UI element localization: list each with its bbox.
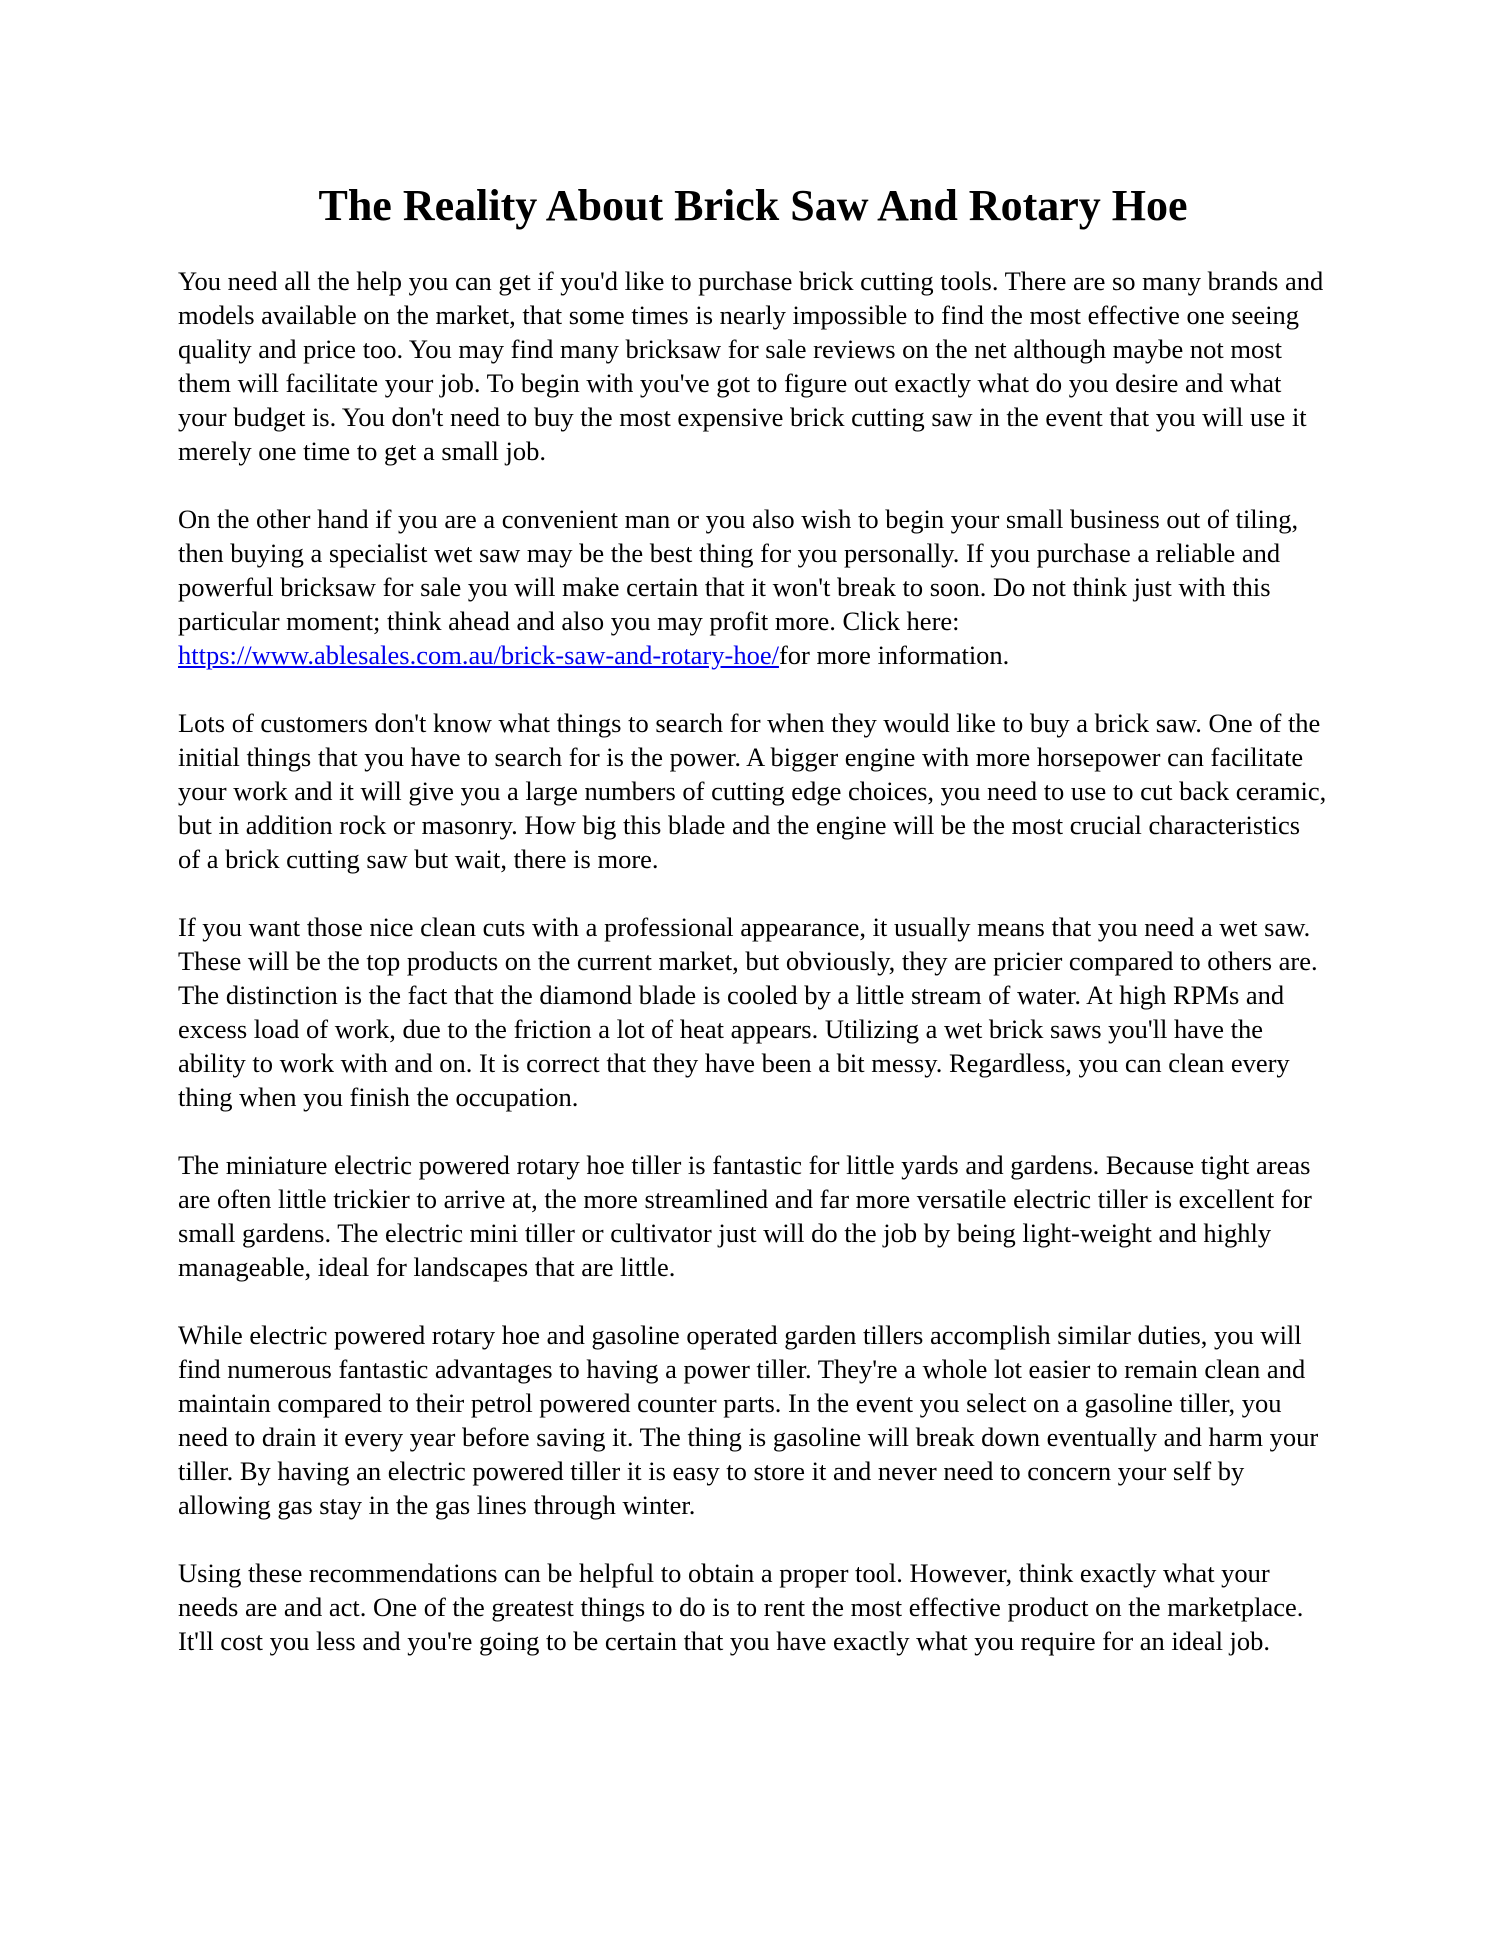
- document-title: The Reality About Brick Saw And Rotary Hoe: [318, 181, 1188, 230]
- paragraph-text: for more information.: [778, 640, 1010, 670]
- paragraph-wet-saw-business: [178, 502, 1328, 672]
- paragraph-electric-tiller: The miniature electric powered rotary hoe tiller is fantastic for little yards and gardens. Because tight areas are often little trickier to arrive at, the more streamlined and far more versatile electric tiller is excellent for small gardens. The electric mini tiller or cultivator just will do the job by being light-weight and highly manageable, ideal for landscapes that are little.: [178, 1150, 1312, 1282]
- ablesales-link[interactable]: https://www.ablesales.com.au/brick-saw-and-rotary-hoe/: [178, 640, 779, 670]
- paragraph-intro: You need all the help you can get if you'd like to purchase brick cutting tools. There are so many brands and models available on the market, that some times is nearly impossible to find the most effective one seeing quality and price too. You may find many bricksaw for sale reviews on the net although maybe not most them will facilitate your job. To begin with you've got to figure out exactly what do you desire and what your budget is. You don't need to buy the most expensive brick cutting saw in the event that you will use it merely one time to get a small job.: [178, 266, 1324, 466]
- paragraph-gasoline-vs-electric: While electric powered rotary hoe and gasoline operated garden tillers accomplish similar duties, you will find numerous fantastic advantages to having a power tiller. They're a whole lot easier to remain clean and maintain compared to their petrol powered counter parts. In the event you select on a gasoline tiller, you need to drain it every year before saving it. The thing is gasoline will break down eventually and harm your tiller. By having an electric powered tiller it is easy to store it and never need to concern your self by allowing gas stay in the gas lines through winter.: [178, 1320, 1319, 1520]
- paragraph-recommendations: Using these recommendations can be helpful to obtain a proper tool. However, think exactly what your needs are and act. One of the greatest things to do is to rent the most effective product on the marketplace. It'll cost you less and you're going to be certain that you have exactly what you require for an ideal job.: [178, 1558, 1304, 1656]
- paragraph-text: On the other hand if you are a convenient man or you also wish to begin your small business out of tiling, then buying a specialist wet saw may be the best thing for you personally. If you purchase a reliable and powerful bricksaw for sale you will make certain that it won't break to soon. Do not think just with this particular moment; think ahead and also you may profit more. Click here:: [178, 504, 1299, 636]
- document-page: [178, 178, 1328, 1692]
- paragraph-power: Lots of customers don't know what things to search for when they would like to buy a brick saw. One of the initial things that you have to search for is the power. A bigger engine with more horsepower can facilitate your work and it will give you a large numbers of cutting edge choices, you need to use to cut back ceramic, but in addition rock or masonry. How big this blade and the engine will be the most crucial characteristics of a brick cutting saw but wait, there is more.: [178, 708, 1327, 874]
- paragraph-wet-saw: If you want those nice clean cuts with a professional appearance, it usually means that you need a wet saw. These will be the top products on the current market, but obviously, they are pricier compared to others are. The distinction is the fact that the diamond blade is cooled by a little stream of water. At high RPMs and excess load of work, due to the friction a lot of heat appears. Utilizing a wet brick saws you'll have the ability to work with and on. It is correct that they have been a bit messy. Regardless, you can clean every thing when you finish the occupation.: [178, 912, 1318, 1112]
